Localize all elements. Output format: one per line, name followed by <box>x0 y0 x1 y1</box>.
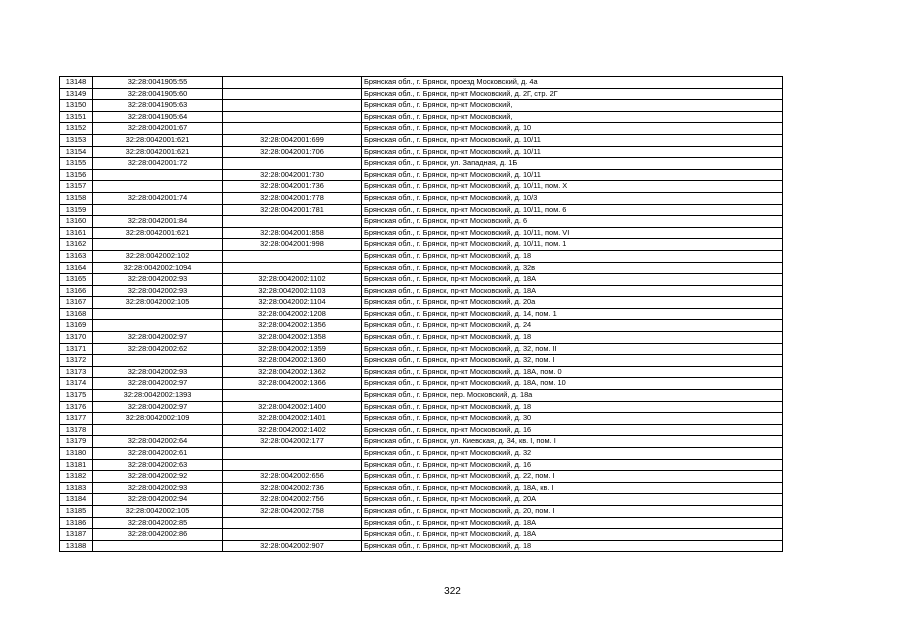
row-number-cell: 13148 <box>60 77 93 89</box>
parcel-number-cell: 32:28:0042002:63 <box>93 459 223 471</box>
parcel-number-cell: 32:28:0041905:55 <box>93 77 223 89</box>
page-number: 322 <box>444 586 461 597</box>
table-row <box>60 274 783 286</box>
parcel-number-cell: 32:28:0042001:74 <box>93 192 223 204</box>
table-row <box>60 227 783 239</box>
parcel-number-cell: 32:28:0042002:102 <box>93 250 223 262</box>
address-cell: Брянская обл., г. Брянск, пр-кт Московский, д. 32 <box>362 448 783 460</box>
table-row <box>60 413 783 425</box>
row-number-cell: 13165 <box>60 274 93 286</box>
object-number-cell: 32:28:0042002:1103 <box>223 285 362 297</box>
object-number-cell <box>223 517 362 529</box>
table-row <box>60 540 783 552</box>
object-number-cell: 32:28:0042002:907 <box>223 540 362 552</box>
parcel-number-cell: 32:28:0042002:64 <box>93 436 223 448</box>
parcel-number-cell: 32:28:0042002:109 <box>93 413 223 425</box>
parcel-number-cell: 32:28:0042002:1094 <box>93 262 223 274</box>
parcel-number-cell: 32:28:0042002:97 <box>93 378 223 390</box>
address-cell: Брянская обл., г. Брянск, пр-кт Московский, д. 30 <box>362 413 783 425</box>
table-row <box>60 158 783 170</box>
table-row <box>60 378 783 390</box>
row-number-cell: 13161 <box>60 227 93 239</box>
row-number-cell: 13173 <box>60 366 93 378</box>
row-number-cell: 13180 <box>60 448 93 460</box>
address-cell: Брянская обл., г. Брянск, пр-кт Московский, д. 10/11, пом. X <box>362 181 783 193</box>
parcel-number-cell: 32:28:0041905:64 <box>93 111 223 123</box>
row-number-cell: 13155 <box>60 158 93 170</box>
address-cell: Брянская обл., г. Брянск, проезд Московский, д. 4а <box>362 77 783 89</box>
parcel-number-cell: 32:28:0042002:97 <box>93 332 223 344</box>
parcel-number-cell: 32:28:0042001:67 <box>93 123 223 135</box>
object-number-cell <box>223 250 362 262</box>
cadastral-table <box>59 76 783 552</box>
row-number-cell: 13179 <box>60 436 93 448</box>
object-number-cell: 32:28:0042002:1356 <box>223 320 362 332</box>
table-row <box>60 471 783 483</box>
address-cell: Брянская обл., г. Брянск, пр-кт Московский, д. 18А <box>362 517 783 529</box>
table-row <box>60 297 783 309</box>
address-cell: Брянская обл., г. Брянск, пр-кт Московский, д. 14, пом. 1 <box>362 308 783 320</box>
address-cell: Брянская обл., г. Брянск, пр-кт Московский, д. 10/11, пом. VI <box>362 227 783 239</box>
table-row <box>60 366 783 378</box>
parcel-number-cell <box>93 320 223 332</box>
table-row <box>60 343 783 355</box>
row-number-cell: 13182 <box>60 471 93 483</box>
table-row <box>60 146 783 158</box>
address-cell: Брянская обл., г. Брянск, пр-кт Московский, д. 10/11 <box>362 134 783 146</box>
object-number-cell: 32:28:0042002:1362 <box>223 366 362 378</box>
parcel-number-cell: 32:28:0042002:86 <box>93 529 223 541</box>
parcel-number-cell: 32:28:0042002:1393 <box>93 390 223 402</box>
row-number-cell: 13184 <box>60 494 93 506</box>
parcel-number-cell: 32:28:0041905:63 <box>93 100 223 112</box>
object-number-cell <box>223 88 362 100</box>
table-row <box>60 204 783 216</box>
address-cell: Брянская обл., г. Брянск, пр-кт Московский, д. 18А <box>362 529 783 541</box>
address-cell: Брянская обл., г. Брянск, пр-кт Московский, д. 6 <box>362 216 783 228</box>
table-row <box>60 401 783 413</box>
object-number-cell: 32:28:0042001:699 <box>223 134 362 146</box>
address-cell: Брянская обл., г. Брянск, пр-кт Московский, д. 18А <box>362 274 783 286</box>
row-number-cell: 13149 <box>60 88 93 100</box>
object-number-cell <box>223 100 362 112</box>
table-row <box>60 285 783 297</box>
table-row <box>60 262 783 274</box>
table-row <box>60 355 783 367</box>
object-number-cell <box>223 77 362 89</box>
table-row <box>60 169 783 181</box>
row-number-cell: 13152 <box>60 123 93 135</box>
object-number-cell: 32:28:0042001:736 <box>223 181 362 193</box>
parcel-number-cell <box>93 169 223 181</box>
table-row <box>60 111 783 123</box>
row-number-cell: 13186 <box>60 517 93 529</box>
address-cell: Брянская обл., г. Брянск, пр-кт Московский, д. 18 <box>362 250 783 262</box>
parcel-number-cell: 32:28:0042002:93 <box>93 482 223 494</box>
address-cell: Брянская обл., г. Брянск, пр-кт Московский, д. 10/11 <box>362 169 783 181</box>
object-number-cell: 32:28:0042002:736 <box>223 482 362 494</box>
address-cell: Брянская обл., г. Брянск, ул. Киевская, д. 34, кв. I, пом. I <box>362 436 783 448</box>
object-number-cell: 32:28:0042001:730 <box>223 169 362 181</box>
parcel-number-cell <box>93 355 223 367</box>
parcel-number-cell: 32:28:0041905:60 <box>93 88 223 100</box>
row-number-cell: 13158 <box>60 192 93 204</box>
parcel-number-cell: 32:28:0042002:61 <box>93 448 223 460</box>
table-row <box>60 424 783 436</box>
parcel-number-cell: 32:28:0042001:621 <box>93 134 223 146</box>
address-cell: Брянская обл., г. Брянск, пр-кт Московский, д. 20а <box>362 297 783 309</box>
table-row <box>60 459 783 471</box>
address-cell: Брянская обл., г. Брянск, пр-кт Московский, <box>362 100 783 112</box>
object-number-cell: 32:28:0042002:1366 <box>223 378 362 390</box>
row-number-cell: 13188 <box>60 540 93 552</box>
row-number-cell: 13170 <box>60 332 93 344</box>
address-cell: Брянская обл., г. Брянск, пр-кт Московский, д. 10/3 <box>362 192 783 204</box>
table-row <box>60 250 783 262</box>
address-cell: Брянская обл., г. Брянск, пр-кт Московский, д. 32, пом. II <box>362 343 783 355</box>
object-number-cell: 32:28:0042002:756 <box>223 494 362 506</box>
object-number-cell <box>223 390 362 402</box>
table-row <box>60 134 783 146</box>
object-number-cell: 32:28:0042002:1401 <box>223 413 362 425</box>
row-number-cell: 13153 <box>60 134 93 146</box>
parcel-number-cell <box>93 308 223 320</box>
row-number-cell: 13157 <box>60 181 93 193</box>
parcel-number-cell <box>93 181 223 193</box>
row-number-cell: 13167 <box>60 297 93 309</box>
parcel-number-cell: 32:28:0042002:105 <box>93 297 223 309</box>
object-number-cell: 32:28:0042002:177 <box>223 436 362 448</box>
object-number-cell: 32:28:0042002:1358 <box>223 332 362 344</box>
object-number-cell <box>223 262 362 274</box>
table-row <box>60 308 783 320</box>
parcel-number-cell: 32:28:0042002:85 <box>93 517 223 529</box>
address-cell: Брянская обл., г. Брянск, пр-кт Московский, д. 10/11, пом. 6 <box>362 204 783 216</box>
row-number-cell: 13178 <box>60 424 93 436</box>
row-number-cell: 13151 <box>60 111 93 123</box>
parcel-number-cell: 32:28:0042002:92 <box>93 471 223 483</box>
table-row <box>60 88 783 100</box>
row-number-cell: 13163 <box>60 250 93 262</box>
parcel-number-cell: 32:28:0042001:72 <box>93 158 223 170</box>
row-number-cell: 13164 <box>60 262 93 274</box>
row-number-cell: 13176 <box>60 401 93 413</box>
row-number-cell: 13174 <box>60 378 93 390</box>
row-number-cell: 13160 <box>60 216 93 228</box>
address-cell: Брянская обл., г. Брянск, пр-кт Московский, д. 16 <box>362 424 783 436</box>
row-number-cell: 13177 <box>60 413 93 425</box>
address-cell: Брянская обл., г. Брянск, пр-кт Московский, д. 18 <box>362 332 783 344</box>
parcel-number-cell: 32:28:0042001:84 <box>93 216 223 228</box>
table-row <box>60 332 783 344</box>
row-number-cell: 13156 <box>60 169 93 181</box>
row-number-cell: 13171 <box>60 343 93 355</box>
object-number-cell: 32:28:0042001:706 <box>223 146 362 158</box>
table-row <box>60 320 783 332</box>
parcel-number-cell <box>93 540 223 552</box>
row-number-cell: 13183 <box>60 482 93 494</box>
parcel-number-cell: 32:28:0042001:621 <box>93 146 223 158</box>
row-number-cell: 13181 <box>60 459 93 471</box>
row-number-cell: 13175 <box>60 390 93 402</box>
address-cell: Брянская обл., г. Брянск, пр-кт Московский, д. 10 <box>362 123 783 135</box>
table-row <box>60 482 783 494</box>
row-number-cell: 13169 <box>60 320 93 332</box>
row-number-cell: 13172 <box>60 355 93 367</box>
address-cell: Брянская обл., г. Брянск, пр-кт Московский, д. 16 <box>362 459 783 471</box>
object-number-cell <box>223 158 362 170</box>
parcel-number-cell: 32:28:0042002:62 <box>93 343 223 355</box>
object-number-cell: 32:28:0042001:858 <box>223 227 362 239</box>
address-cell: Брянская обл., г. Брянск, пр-кт Московский, д. 18 <box>362 401 783 413</box>
object-number-cell: 32:28:0042001:998 <box>223 239 362 251</box>
row-number-cell: 13185 <box>60 505 93 517</box>
parcel-number-cell: 32:28:0042002:105 <box>93 505 223 517</box>
object-number-cell: 32:28:0042001:781 <box>223 204 362 216</box>
object-number-cell <box>223 123 362 135</box>
object-number-cell: 32:28:0042002:1402 <box>223 424 362 436</box>
address-cell: Брянская обл., г. Брянск, пр-кт Московский, д. 18А, кв. I <box>362 482 783 494</box>
table-row <box>60 100 783 112</box>
object-number-cell <box>223 448 362 460</box>
object-number-cell <box>223 529 362 541</box>
object-number-cell: 32:28:0042002:1102 <box>223 274 362 286</box>
object-number-cell <box>223 216 362 228</box>
table-row <box>60 494 783 506</box>
parcel-number-cell: 32:28:0042002:97 <box>93 401 223 413</box>
table-body <box>60 77 783 552</box>
address-cell: Брянская обл., г. Брянск, пр-кт Московский, д. 10/11 <box>362 146 783 158</box>
row-number-cell: 13168 <box>60 308 93 320</box>
table-row <box>60 192 783 204</box>
address-cell: Брянская обл., г. Брянск, пр-кт Московский, д. 18 <box>362 540 783 552</box>
object-number-cell: 32:28:0042002:656 <box>223 471 362 483</box>
table-row <box>60 239 783 251</box>
address-cell: Брянская обл., г. Брянск, пр-кт Московский, д. 32в <box>362 262 783 274</box>
address-cell: Брянская обл., г. Брянск, пр-кт Московский, д. 24 <box>362 320 783 332</box>
table-row <box>60 181 783 193</box>
object-number-cell: 32:28:0042002:1208 <box>223 308 362 320</box>
address-cell: Брянская обл., г. Брянск, пр-кт Московский, д. 22, пом. I <box>362 471 783 483</box>
address-cell: Брянская обл., г. Брянск, пр-кт Московский, д. 32, пом. I <box>362 355 783 367</box>
address-cell: Брянская обл., г. Брянск, пр-кт Московский, д. 18А, пом. 10 <box>362 378 783 390</box>
address-cell: Брянская обл., г. Брянск, пр-кт Московский, д. 20, пом. I <box>362 505 783 517</box>
row-number-cell: 13166 <box>60 285 93 297</box>
parcel-number-cell: 32:28:0042002:93 <box>93 274 223 286</box>
row-number-cell: 13154 <box>60 146 93 158</box>
row-number-cell: 13187 <box>60 529 93 541</box>
parcel-number-cell: 32:28:0042002:93 <box>93 366 223 378</box>
object-number-cell: 32:28:0042002:758 <box>223 505 362 517</box>
object-number-cell: 32:28:0042002:1104 <box>223 297 362 309</box>
parcel-number-cell <box>93 424 223 436</box>
parcel-number-cell <box>93 239 223 251</box>
row-number-cell: 13150 <box>60 100 93 112</box>
object-number-cell: 32:28:0042001:778 <box>223 192 362 204</box>
address-cell: Брянская обл., г. Брянск, пр-кт Московский, д. 18А <box>362 285 783 297</box>
parcel-number-cell <box>93 204 223 216</box>
table-row <box>60 390 783 402</box>
row-number-cell: 13159 <box>60 204 93 216</box>
row-number-cell: 13162 <box>60 239 93 251</box>
address-cell: Брянская обл., г. Брянск, пр-кт Московский, д. 20А <box>362 494 783 506</box>
object-number-cell: 32:28:0042002:1360 <box>223 355 362 367</box>
object-number-cell <box>223 459 362 471</box>
object-number-cell: 32:28:0042002:1400 <box>223 401 362 413</box>
table-row <box>60 517 783 529</box>
table-row <box>60 505 783 517</box>
object-number-cell <box>223 111 362 123</box>
address-cell: Брянская обл., г. Брянск, пер. Московский, д. 18а <box>362 390 783 402</box>
table-row <box>60 529 783 541</box>
table-row <box>60 77 783 89</box>
table-row <box>60 448 783 460</box>
parcel-number-cell: 32:28:0042001:621 <box>93 227 223 239</box>
address-cell: Брянская обл., г. Брянск, пр-кт Московский, д. 10/11, пом. 1 <box>362 239 783 251</box>
address-cell: Брянская обл., г. Брянск, пр-кт Московский, д. 18А, пом. 0 <box>362 366 783 378</box>
address-cell: Брянская обл., г. Брянск, пр-кт Московский, д. 2Г, стр. 2Г <box>362 88 783 100</box>
object-number-cell: 32:28:0042002:1359 <box>223 343 362 355</box>
table-row <box>60 436 783 448</box>
parcel-number-cell: 32:28:0042002:93 <box>93 285 223 297</box>
table-row <box>60 123 783 135</box>
parcel-number-cell: 32:28:0042002:94 <box>93 494 223 506</box>
address-cell: Брянская обл., г. Брянск, ул. Западная, д. 1Б <box>362 158 783 170</box>
address-cell: Брянская обл., г. Брянск, пр-кт Московский, <box>362 111 783 123</box>
table-row <box>60 216 783 228</box>
